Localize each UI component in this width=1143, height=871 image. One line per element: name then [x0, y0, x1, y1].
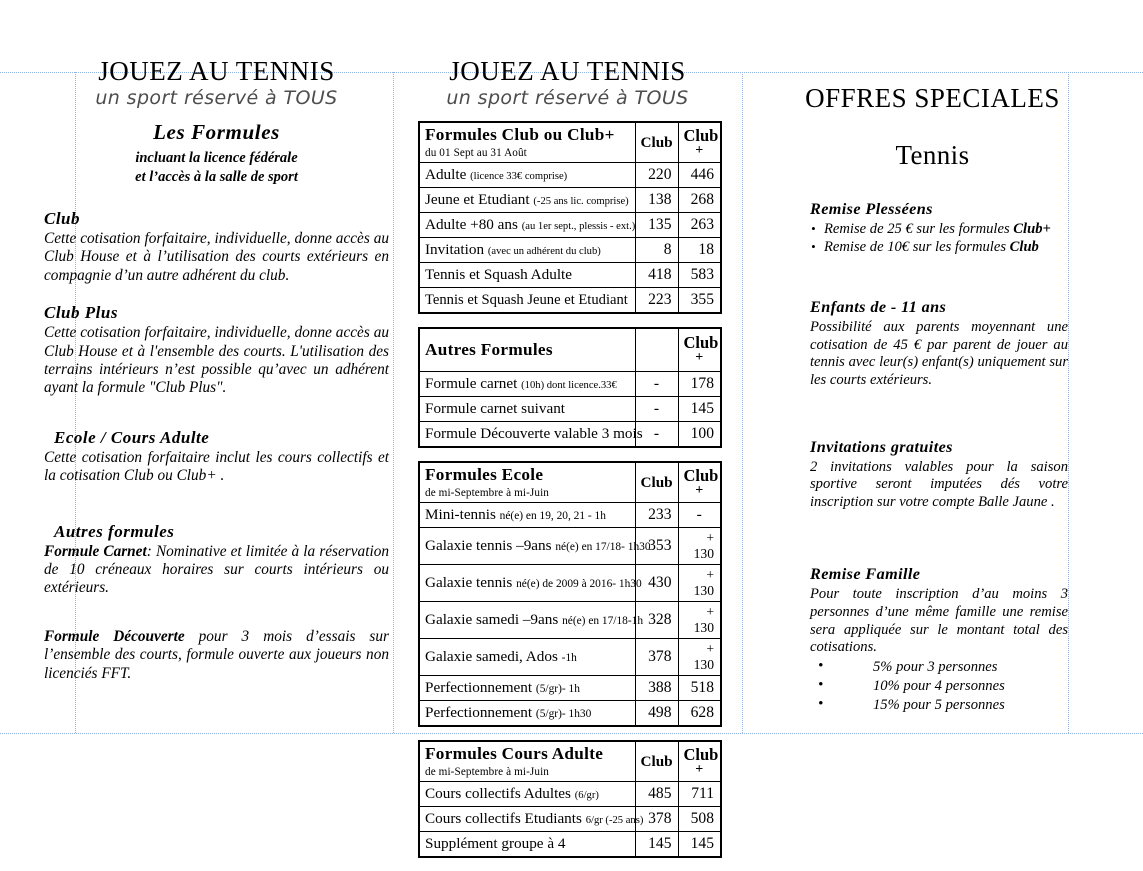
table-title-cell [419, 122, 635, 163]
table-row [419, 807, 721, 832]
table-row [419, 701, 721, 727]
list-item: • 10% pour 4 personnes [818, 677, 1068, 696]
row-price-club: 353 [635, 528, 678, 565]
right-column-title: OFFRES SPECIALES [805, 83, 1060, 113]
row-label-note: (6/gr) [574, 790, 599, 801]
right-section-heading: Remise Plesséens [810, 200, 933, 218]
row-label [419, 565, 642, 602]
row-price-club-plus: 583 [678, 263, 721, 288]
left-section-body [44, 628, 389, 683]
col-header-club-plus-sign: + [695, 350, 704, 365]
left-section-club-plus [44, 303, 389, 398]
row-label-main: Invitation [425, 241, 488, 258]
col-header-club-plus-sign: + [695, 142, 704, 158]
table-title: Formules Cours Adulte [425, 744, 604, 763]
right-column-subject: Tennis [895, 140, 970, 170]
left-column-body [44, 120, 389, 683]
col-header-club-plus-main: Club [683, 465, 719, 485]
row-price-club: 418 [635, 263, 678, 288]
formule-decouverte-label: Formule Découverte [44, 627, 185, 645]
right-section-body: Possibilité aux parents moyennant une cotisation de 45 € par parent de jouer au tennis avec leur(s) enfant(s) uniquement sur les courts extérieurs. [810, 319, 1068, 388]
table-row [419, 188, 721, 213]
row-label [419, 238, 635, 263]
row-price-club: 378 [635, 639, 678, 676]
row-label [419, 288, 635, 314]
table-row [419, 782, 721, 807]
row-price-club: 233 [635, 503, 678, 528]
row-label [419, 422, 643, 448]
row-price-club-plus: 18 [678, 238, 721, 263]
table-subtitle: du 01 Sept au 31 Août [425, 147, 527, 159]
table-row [419, 213, 721, 238]
row-label-main: Supplément groupe à 4 [425, 835, 566, 852]
row-label-note: -1h [561, 652, 577, 664]
row-label-main: Cours collectifs Etudiants [425, 810, 586, 827]
left-section-body: Cette cotisation forfaitaire, individuelle, donne accès au Club House et à l’utilisation des courts extérieurs en compagnie d’un autre adhérent du club. [44, 230, 389, 284]
table-header-row [419, 741, 721, 782]
bullet-text: Remise de 10€ sur les formules [824, 238, 1010, 255]
row-price-club: 328 [635, 602, 678, 639]
table-row [419, 372, 721, 397]
row-price-club: 223 [635, 288, 678, 314]
row-label [419, 639, 635, 676]
row-price-club: - [635, 422, 678, 448]
left-section-autres-formules [44, 522, 389, 598]
left-section-heading: Autres formules [54, 521, 175, 541]
right-section-heading: Enfants de - 11 ans [810, 298, 947, 317]
right-section-enfants [806, 298, 1068, 389]
table-row [419, 238, 721, 263]
col-header-club-plus [678, 122, 721, 163]
right-section-body: Pour toute inscription d’au moins 3 personnes d’une même famille une remise sera appliquée sur le montant total des cotisations. [810, 586, 1068, 656]
row-label-note: (-25 ans lic. comprise) [533, 196, 629, 207]
price-tables [418, 121, 720, 871]
remise-plesseens-list [806, 221, 1068, 256]
middle-column-subtitle: un sport réservé à TOUS [446, 87, 689, 109]
row-label [419, 213, 635, 238]
left-section-body: Cette cotisation forfaitaire, individuelle, donne accès au Club House et à l'ensemble des courts. L'utilisation des terrains intérieurs n’est possible qu’avec un adhérent ayant la formule "Club Plus". [44, 324, 389, 397]
row-price-club: - [635, 397, 678, 422]
price-table-ecole [418, 461, 722, 727]
table-row [419, 639, 721, 676]
row-label-main: Formule carnet [425, 375, 522, 392]
formules-sub-line1: incluant la licence fédérale [135, 150, 298, 166]
table-title: Formules Club ou Club+ [425, 125, 615, 144]
row-label-main: Perfectionnement [425, 679, 536, 696]
row-label-main: Tennis et Squash Jeune et Etudiant [425, 291, 628, 308]
row-price-club-plus: 711 [678, 782, 721, 807]
row-label [419, 832, 635, 858]
row-price-club-plus: 145 [678, 397, 721, 422]
row-label-main: Galaxie tennis –9ans [425, 537, 556, 554]
row-price-club-plus: + 130 [678, 528, 721, 565]
left-section-body [44, 543, 389, 598]
list-item: • 5% pour 3 personnes [818, 658, 1068, 677]
row-label-note: (5/gr)- 1h30 [535, 708, 592, 720]
col-header-club-plus-sign: + [695, 761, 704, 777]
row-label-note: né(e) en 17/18- 1h30 [555, 541, 651, 553]
col-header-club-plus [678, 741, 721, 782]
col-header-empty [635, 328, 678, 372]
col-header-club-plus-main: Club [683, 333, 719, 352]
row-label-main: Formule carnet suivant [425, 400, 566, 417]
col-header-club: Club [635, 741, 678, 782]
row-price-club: - [635, 372, 678, 397]
row-label-note: (avec un adhérent du club) [487, 246, 601, 257]
formules-sub-line2: et l’accès à la salle de sport [135, 169, 298, 185]
table-row [419, 528, 721, 565]
price-table-club [418, 121, 722, 314]
row-price-club: 220 [635, 163, 678, 188]
row-label-note: (licence 33€ comprise) [470, 171, 568, 182]
table-title-cell [419, 741, 635, 782]
formule-carnet-text: : Nominative et limitée à la réservation de 10 créneaux horaires sur courts intérieurs ou extérieurs. [44, 542, 389, 597]
row-label-note: (5/gr)- 1h [535, 683, 580, 695]
col-header-club: Club [635, 462, 678, 503]
row-label-note: (au 1er sept., plessis - ext.) [521, 221, 636, 232]
left-section-formule-decouverte [44, 628, 389, 683]
left-column-title: JOUEZ AU TENNIS [98, 56, 335, 86]
price-table-autres-formules [418, 327, 722, 448]
left-column-subtitle: un sport réservé à TOUS [95, 87, 338, 109]
table-title: Formules Ecole [425, 465, 544, 484]
table-row [419, 676, 721, 701]
right-section-heading: Invitations gratuites [810, 437, 953, 456]
table-row [419, 565, 721, 602]
row-label [419, 372, 635, 397]
price-table-cours-adulte [418, 740, 722, 858]
row-price-club-plus: 145 [678, 832, 721, 858]
row-price-club: 145 [635, 832, 678, 858]
row-price-club-plus: + 130 [678, 602, 721, 639]
row-label-note: (10h) dont licence.33€ [521, 380, 617, 391]
guide-line-right [1068, 72, 1069, 733]
row-price-club-plus: + 130 [678, 565, 721, 602]
col-header-club-plus [678, 328, 721, 372]
table-title: Autres Formules [425, 339, 553, 359]
guide-line-mid-right [742, 72, 743, 733]
row-label-main: Galaxie samedi, Ados [425, 648, 562, 665]
row-label-note: né(e) en 17/18-1h [562, 615, 644, 627]
row-label-main: Adulte [425, 166, 471, 183]
table-title-cell [419, 328, 635, 372]
row-label [419, 163, 635, 188]
row-label [419, 782, 635, 807]
row-label [419, 397, 635, 422]
list-item: • 15% pour 5 personnes [818, 696, 1068, 715]
row-label-note: né(e) en 19, 20, 21 - 1h [499, 510, 606, 522]
table-row [419, 288, 721, 314]
table-header-row [419, 122, 721, 163]
row-price-club: 485 [635, 782, 678, 807]
col-header-club: Club [635, 122, 678, 163]
right-section-body: 2 invitations valables pour la saison sportive seront imputées dés votre inscription sur votre compte Balle Jaune . [810, 458, 1068, 510]
col-header-club-plus-main: Club [683, 744, 719, 764]
col-header-club-plus-sign: + [695, 482, 704, 498]
row-label-note: né(e) de 2009 à 2016- 1h30 [516, 578, 642, 590]
row-price-club: 8 [635, 238, 678, 263]
table-title-cell [419, 462, 635, 503]
row-price-club-plus: 263 [678, 213, 721, 238]
row-price-club-plus: 446 [678, 163, 721, 188]
right-section-heading: Remise Famille [810, 565, 921, 584]
row-price-club-plus: 178 [678, 372, 721, 397]
right-section-remise-famille [806, 565, 1068, 714]
left-section-club [44, 209, 389, 285]
col-header-club-plus [678, 462, 721, 503]
col-header-club-plus-main: Club [683, 125, 719, 145]
row-label [419, 602, 644, 639]
row-label [419, 676, 635, 701]
row-label-main: Perfectionnement [425, 704, 536, 721]
row-label [419, 503, 635, 528]
bullet-strong: Club+ [1013, 221, 1051, 237]
right-section-remise-plesseens [806, 200, 1068, 256]
left-section-body: Cette cotisation forfaitaire inclut les cours collectifs et la cotisation Club ou Club+ . [44, 448, 389, 485]
formule-decouverte-text: pour 3 mois d’essais sur l’ensemble des courts, formule ouverte aux joueurs non licenciés FFT. [44, 627, 389, 682]
row-label [419, 528, 651, 565]
formules-heading: Les Formules [153, 120, 280, 144]
right-column-body [806, 200, 1068, 715]
row-label [419, 263, 635, 288]
row-price-club: 388 [635, 676, 678, 701]
bullet-strong: Club [1009, 238, 1039, 255]
left-section-heading: Club Plus [44, 303, 118, 323]
row-label-note: 6/gr (-25 ans) [585, 815, 644, 826]
left-section-heading: Ecole / Cours Adulte [54, 427, 210, 447]
row-price-club-plus: 508 [678, 807, 721, 832]
table-row [419, 263, 721, 288]
right-section-invitations [806, 438, 1068, 512]
row-price-club-plus: + 130 [678, 639, 721, 676]
row-price-club-plus: 518 [678, 676, 721, 701]
table-subtitle: de mi-Septembre à mi-Juin [425, 766, 549, 778]
table-row [419, 163, 721, 188]
list-item [810, 221, 1068, 239]
row-price-club-plus: 100 [678, 422, 721, 448]
left-section-ecole-cours-adulte [44, 428, 389, 486]
row-price-club: 430 [635, 565, 678, 602]
list-item [810, 239, 1068, 257]
row-label [419, 701, 635, 727]
table-header-row [419, 328, 721, 372]
row-price-club-plus: - [678, 503, 721, 528]
row-price-club: 135 [635, 213, 678, 238]
row-label-main: Mini-tennis [425, 506, 500, 523]
row-label-main: Galaxie tennis [425, 574, 517, 591]
bullet-text: Remise de 25 € sur les formules [824, 221, 1014, 237]
row-price-club: 498 [635, 701, 678, 727]
left-section-heading: Club [44, 209, 81, 228]
row-label-main: Cours collectifs Adultes [425, 785, 575, 802]
row-price-club-plus: 355 [678, 288, 721, 314]
row-label [419, 188, 635, 213]
row-price-club-plus: 268 [678, 188, 721, 213]
table-header-row [419, 462, 721, 503]
row-label-main: Adulte +80 ans [425, 216, 522, 233]
table-row [419, 397, 721, 422]
guide-line-mid-left [393, 72, 394, 733]
row-label [419, 807, 644, 832]
row-label-main: Galaxie samedi –9ans [425, 611, 563, 628]
row-price-club: 378 [635, 807, 678, 832]
table-row [419, 422, 721, 448]
row-label-main: Formule Découverte valable 3 mois [425, 425, 643, 442]
middle-column-title: JOUEZ AU TENNIS [449, 56, 686, 86]
row-label-main: Tennis et Squash Adulte [425, 266, 573, 283]
remise-famille-list [806, 658, 1068, 715]
row-label-main: Jeune et Etudiant [425, 191, 534, 208]
row-price-club: 138 [635, 188, 678, 213]
row-price-club-plus: 628 [678, 701, 721, 727]
table-row [419, 503, 721, 528]
table-subtitle: de mi-Septembre à mi-Juin [425, 487, 549, 499]
table-row [419, 602, 721, 639]
table-row [419, 832, 721, 858]
formule-carnet-label: Formule Carnet [44, 542, 147, 560]
